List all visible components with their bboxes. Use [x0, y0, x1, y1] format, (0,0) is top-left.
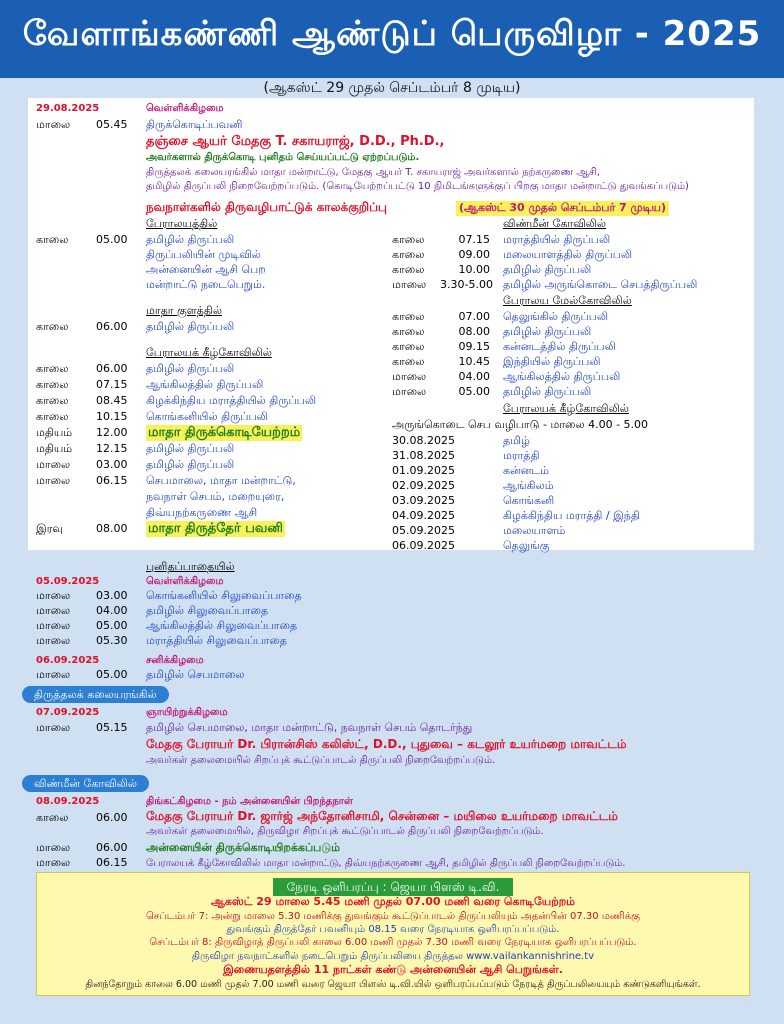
left-row-text: மன்றாட்டு நடைபெறும். — [146, 278, 266, 291]
right-row-slot: மாலை — [392, 278, 427, 291]
right-row-time: 10.00 — [458, 263, 490, 276]
left-row-text: தமிழில் திருப்பலி — [146, 458, 235, 471]
holy-row-time: 05.00 — [96, 619, 128, 632]
holy-path-day1: வெள்ளிக்கிழமை — [146, 576, 224, 587]
opening-date: 29.08.2025 — [36, 103, 100, 114]
star-time: 06.00 — [96, 811, 128, 824]
subtitle: (ஆகஸ்ட் 29 முதல் செப்டம்பர் 8 முடிய) — [263, 80, 521, 96]
right-row-date: 05.09.2025 — [392, 524, 455, 537]
right-section-heading: பேராலய மேல்கோவிலில் — [503, 294, 632, 307]
left-row-text: தமிழில் திருப்பலி — [146, 320, 235, 333]
right-row-time: 04.00 — [458, 370, 490, 383]
right-row-time: 09.00 — [458, 248, 490, 261]
right-row-time: 07.00 — [458, 310, 490, 323]
right-row-text: கன்னடத்தில் திருப்பலி — [503, 340, 616, 353]
left-row-text: கொங்கனியில் திருப்பலி — [146, 410, 268, 423]
right-row-time: 08.00 — [458, 325, 490, 338]
star-r2-time: 06.00 — [96, 841, 128, 854]
arena-time: 05.15 — [96, 721, 128, 734]
broadcast-line2: செப்டம்பர் 7: அன்று மாலை 5.30 மணிக்கு துவங்கும் கூட்டுப்பாடல் திருப்பலியும் அதன்பின் 07.30 மணிக்கு — [146, 911, 640, 922]
left-row-time: 10.15 — [96, 410, 128, 423]
right-row-time: 05.00 — [458, 385, 490, 398]
right-section-note: அருங்கொடை செப வழிபாடு - மாலை 4.00 - 5.00 — [392, 418, 649, 431]
right-row-language: கிழக்கிந்திய மராத்தி / இந்தி — [503, 509, 640, 522]
right-row-text: தெலுங்கில் திருப்பலி — [503, 310, 609, 323]
star-label: விண்மீன் கோவிலில் — [22, 775, 149, 792]
arena-line1: தமிழில் செபமாலை, மாதா மன்றாட்டு, நவநாள் செபம் தொடர்ந்து — [146, 721, 473, 734]
left-row-slot: காலை — [36, 394, 69, 407]
right-row-time: 3.30-5.00 — [440, 278, 493, 291]
right-row-language: தெலுங்கு — [503, 539, 550, 552]
right-row-slot: காலை — [392, 233, 425, 246]
left-row-text: ஆங்கிலத்தில் திருப்பலி — [146, 378, 264, 391]
left-row-text: நவநாள் செபம், மறையுரை, — [146, 490, 285, 503]
holy-row-slot: மாலை — [36, 619, 71, 632]
left-row-slot: காலை — [36, 378, 69, 391]
arena-label: திருத்தலக் கலையரங்கில் — [22, 686, 169, 703]
left-row-slot: மாலை — [36, 458, 71, 471]
broadcast-box — [36, 872, 750, 996]
right-row-text: தமிழில் திருப்பலி — [503, 385, 592, 398]
right-row-text: மலையாளத்தில் திருப்பலி — [503, 248, 633, 261]
right-section-heading: விண்மீன் கோவிலில் — [503, 217, 607, 230]
right-row-date: 06.09.2025 — [392, 539, 455, 552]
right-row-slot: மாலை — [392, 385, 427, 398]
opening-celebrant: தஞ்சை ஆயர் மேதகு T. சகாயராஜ், D.D., Ph.D., — [146, 134, 445, 149]
right-row-time: 10.45 — [458, 355, 490, 368]
broadcast-line5[interactable]: திருவிழா நவநாட்களில் நடைபெறும் திருப்பலியை திருத்தல www.vailankannishrine.tv — [191, 951, 595, 962]
star-date: 08.09.2025 — [36, 796, 100, 807]
star-r3-text: பேராலயக் கீழ்கோவிலில் மாதா மன்றாட்டு, திவ்யநற்கருணை ஆசி, தமிழில் திருப்பலி நிறைவேற்றப்படும். — [146, 858, 626, 869]
left-row-slot: மாலை — [36, 474, 71, 487]
opening-time: 05.45 — [96, 118, 128, 131]
left-row-slot: மதியம் — [36, 442, 73, 455]
right-row-slot: காலை — [392, 263, 425, 276]
left-row-text: திவ்யநற்கருணை ஆசி — [146, 506, 258, 519]
broadcast-line3: துவங்கும் திருத்தேர் பவனியும் 08.15 வரை நேரடியாக ஒளிபரப்பப்படும். — [226, 924, 560, 935]
opening-slot: மாலை — [36, 118, 71, 131]
holy-path-time2: 05.00 — [96, 668, 128, 681]
right-row-time: 07.15 — [458, 233, 490, 246]
right-row-text: தமிழில் அருங்கொடை செபத்திருப்பலி — [503, 278, 698, 291]
holy-row-text: மராத்தியில் சிலுவைப்பாதை — [146, 634, 287, 647]
left-section-heading: மாதா குளத்தில் — [146, 304, 222, 317]
star-r3-slot: மாலை — [36, 856, 71, 869]
right-row-time: 09.15 — [458, 340, 490, 353]
right-row-language: கன்னடம் — [503, 464, 549, 477]
broadcast-line4: செப்டம்பர் 8: திருவிழாத் திருப்பலி காலை 6.00 மணி முதல் 7.30 மணி வரை நேரடியாக ஒளிபரப்பப்படும். — [149, 937, 637, 948]
novena-range: (ஆகஸ்ட் 30 முதல் செப்டம்பர் 7 முடிய) — [456, 201, 669, 216]
arena-date: 07.09.2025 — [36, 707, 100, 718]
title-banner — [0, 0, 784, 78]
left-row-text: தமிழில் திருப்பலி — [146, 442, 235, 455]
left-row-text: தமிழில் திருப்பலி — [146, 233, 235, 246]
left-row-slot: காலை — [36, 233, 69, 246]
arena-slot: மாலை — [36, 721, 71, 734]
holy-row-time: 05.30 — [96, 634, 128, 647]
left-row-time: 03.00 — [96, 458, 128, 471]
left-row-time: 12.00 — [96, 426, 128, 439]
right-row-slot: காலை — [392, 248, 425, 261]
left-row-text: மாதா திருக்கொடியேற்றம் — [148, 425, 301, 440]
broadcast-line7: தினந்தோறும் காலை 6.00 மணி முதல் 7.00 மணி வரை ஜெயா பிளஸ் டி.வி.யில் ஒளிபரப்பப்படும் நேரடித் திருப்பலியையும் கண்டுகளியுங்கள். — [85, 979, 701, 990]
left-row-time: 05.00 — [96, 233, 128, 246]
opening-day: வெள்ளிக்கிழமை — [146, 103, 224, 114]
left-row-text: அன்னையின் ஆசி பெற — [146, 263, 266, 276]
left-row-time: 08.45 — [96, 394, 128, 407]
right-row-language: கொங்கனி — [503, 494, 555, 507]
left-row-slot: காலை — [36, 362, 69, 375]
opening-line4: தமிழில் திருப்பலி நிறைவேற்றப்படும். (கொடியேற்றப்பட்டு 10 நிமிடங்களுக்குப் பிறகு மாதா மன்றாட்டு துவங்கப்படும்) — [146, 181, 689, 192]
left-row-time: 06.15 — [96, 474, 128, 487]
holy-path-text2: தமிழில் செபமாலை — [146, 668, 245, 681]
holy-path-date1: 05.09.2025 — [36, 576, 100, 587]
right-row-language: மலையாளம் — [503, 524, 566, 537]
holy-row-slot: மாலை — [36, 604, 71, 617]
right-row-date: 03.09.2025 — [392, 494, 455, 507]
page-title: வேளாங்கண்ணி ஆண்டுப் பெருவிழா - 2025 — [22, 14, 762, 54]
arena-day: ஞாயிற்றுக்கிழமை — [146, 707, 228, 718]
left-row-time: 06.00 — [96, 320, 128, 333]
left-row-time: 07.15 — [96, 378, 128, 391]
right-row-slot: காலை — [392, 340, 425, 353]
right-row-text: தமிழில் திருப்பலி — [503, 325, 592, 338]
right-row-text: இந்தியில் திருப்பலி — [503, 355, 601, 368]
right-row-language: தமிழ் — [503, 434, 530, 447]
holy-row-text: ஆங்கிலத்தில் சிலுவைப்பாதை — [146, 619, 298, 632]
left-row-slot: இரவு — [36, 522, 63, 535]
right-row-language: ஆங்கிலம் — [503, 479, 554, 492]
right-row-date: 04.09.2025 — [392, 509, 455, 522]
right-row-text: தமிழில் திருப்பலி — [503, 263, 592, 276]
arena-line3: அவர்கள் தலைமையில் சிறப்புக் கூட்டுப்பாடல் திருப்பலி நிறைவேற்றப்படும். — [146, 755, 496, 766]
right-row-slot: காலை — [392, 355, 425, 368]
opening-line2: அவர்களால் திருக்கொடி புனிதம் செய்யப்பட்டு ஏற்றப்படும். — [146, 152, 420, 163]
holy-path-day2: சனிக்கிழமை — [146, 655, 204, 666]
left-section-heading: பேராலயத்தில் — [146, 217, 218, 230]
right-row-text: ஆங்கிலத்தில் திருப்பலி — [503, 370, 621, 383]
broadcast-heading-wrap — [37, 876, 749, 896]
holy-row-slot: மாலை — [36, 589, 71, 602]
left-row-time: 12.15 — [96, 442, 128, 455]
star-day: திங்கட்கிழமை - நம் அன்னையின் பிறந்தநாள் — [146, 796, 354, 807]
novena-heading: நவநாள்களில் திருவழிபாட்டுக் காலக்குறிப்பு — [146, 200, 387, 214]
right-row-text: மராத்தியில் திருப்பலி — [503, 233, 611, 246]
holy-path-slot2: மாலை — [36, 668, 71, 681]
left-row-text: கிழக்கிந்திய மராத்தியில் திருப்பலி — [146, 394, 317, 407]
right-row-slot: காலை — [392, 325, 425, 338]
holy-row-text: தமிழில் சிலுவைப்பாதை — [146, 604, 269, 617]
broadcast-heading: நேரடி ஒளிபரப்பு : ஜெயா பிளஸ் டி.வி. — [273, 878, 514, 896]
star-celebrant: மேதகு பேராயர் Dr. ஜார்ஜ் அந்தோனிசாமி, சென்னை – மயிலை உயர்மறை மாவட்டம் — [146, 809, 618, 823]
holy-row-text: கொங்கனியில் சிலுவைப்பாதை — [146, 589, 302, 602]
star-r2-slot: மாலை — [36, 841, 71, 854]
star-r2-text: அன்னையின் திருக்கொடியிறக்கப்படும் — [146, 841, 340, 854]
right-row-slot: மாலை — [392, 370, 427, 383]
star-slot: காலை — [36, 811, 69, 824]
right-row-date: 31.08.2025 — [392, 449, 455, 462]
right-row-date: 02.09.2025 — [392, 479, 455, 492]
holy-path-heading: புனிதப்பாதையில் — [146, 560, 235, 573]
arena-celebrant: மேதகு பேராயர் Dr. பிரான்சிஸ் கலிஸ்ட், D.D., புதுவை – கடலூர் உயர்மறை மாவட்டம் — [146, 737, 627, 751]
right-row-date: 30.08.2025 — [392, 434, 455, 447]
broadcast-line6: இணையதளத்தில் 11 நாட்கள் கண்டு அன்னையின் ஆசி பெறுங்கள். — [223, 963, 563, 976]
left-row-slot: மதியம் — [36, 426, 73, 439]
star-line2: அவர்கள் தலைமையில், திருவிழா சிறப்புக் கூட்டுப்பாடல் திருப்பலி நிறைவேற்றப்படும். — [146, 826, 544, 837]
opening-event: திருக்கொடிப்பவனி — [146, 118, 243, 131]
left-row-text: திருப்பலியின் முடிவில் — [146, 248, 261, 261]
left-row-time: 08.00 — [96, 522, 128, 535]
opening-line3: திருத்தலக் கலையரங்கில் மாதா மன்றாட்டு, மேதகு ஆயர் T. சகாயராஜ் அவர்களால் நற்கருணை ஆசி, — [146, 167, 601, 178]
left-section-heading: பேராலயக் கீழ்கோவிலில் — [146, 346, 272, 359]
broadcast-line1: ஆகஸ்ட் 29 மாலை 5.45 மணி முதல் 07.00 மணி வரை கொடியேற்றம் — [210, 895, 576, 908]
holy-row-time: 04.00 — [96, 604, 128, 617]
star-r3-time: 06.15 — [96, 856, 128, 869]
left-row-slot: காலை — [36, 320, 69, 333]
holy-path-date2: 06.09.2025 — [36, 655, 100, 666]
right-row-date: 01.09.2025 — [392, 464, 455, 477]
left-row-slot: காலை — [36, 410, 69, 423]
left-row-text: செபமாலை, மாதா மன்றாட்டு, — [146, 474, 296, 487]
left-row-text: தமிழில் திருப்பலி — [146, 362, 235, 375]
right-section-heading: பேராலயக் கீழ்கோவிலில் — [503, 402, 629, 415]
right-row-slot: காலை — [392, 310, 425, 323]
left-row-time: 06.00 — [96, 362, 128, 375]
holy-row-time: 03.00 — [96, 589, 128, 602]
holy-row-slot: மாலை — [36, 634, 71, 647]
right-row-language: மராத்தி — [503, 449, 540, 462]
left-row-text: மாதா திருத்தேர் பவனி — [148, 521, 283, 536]
